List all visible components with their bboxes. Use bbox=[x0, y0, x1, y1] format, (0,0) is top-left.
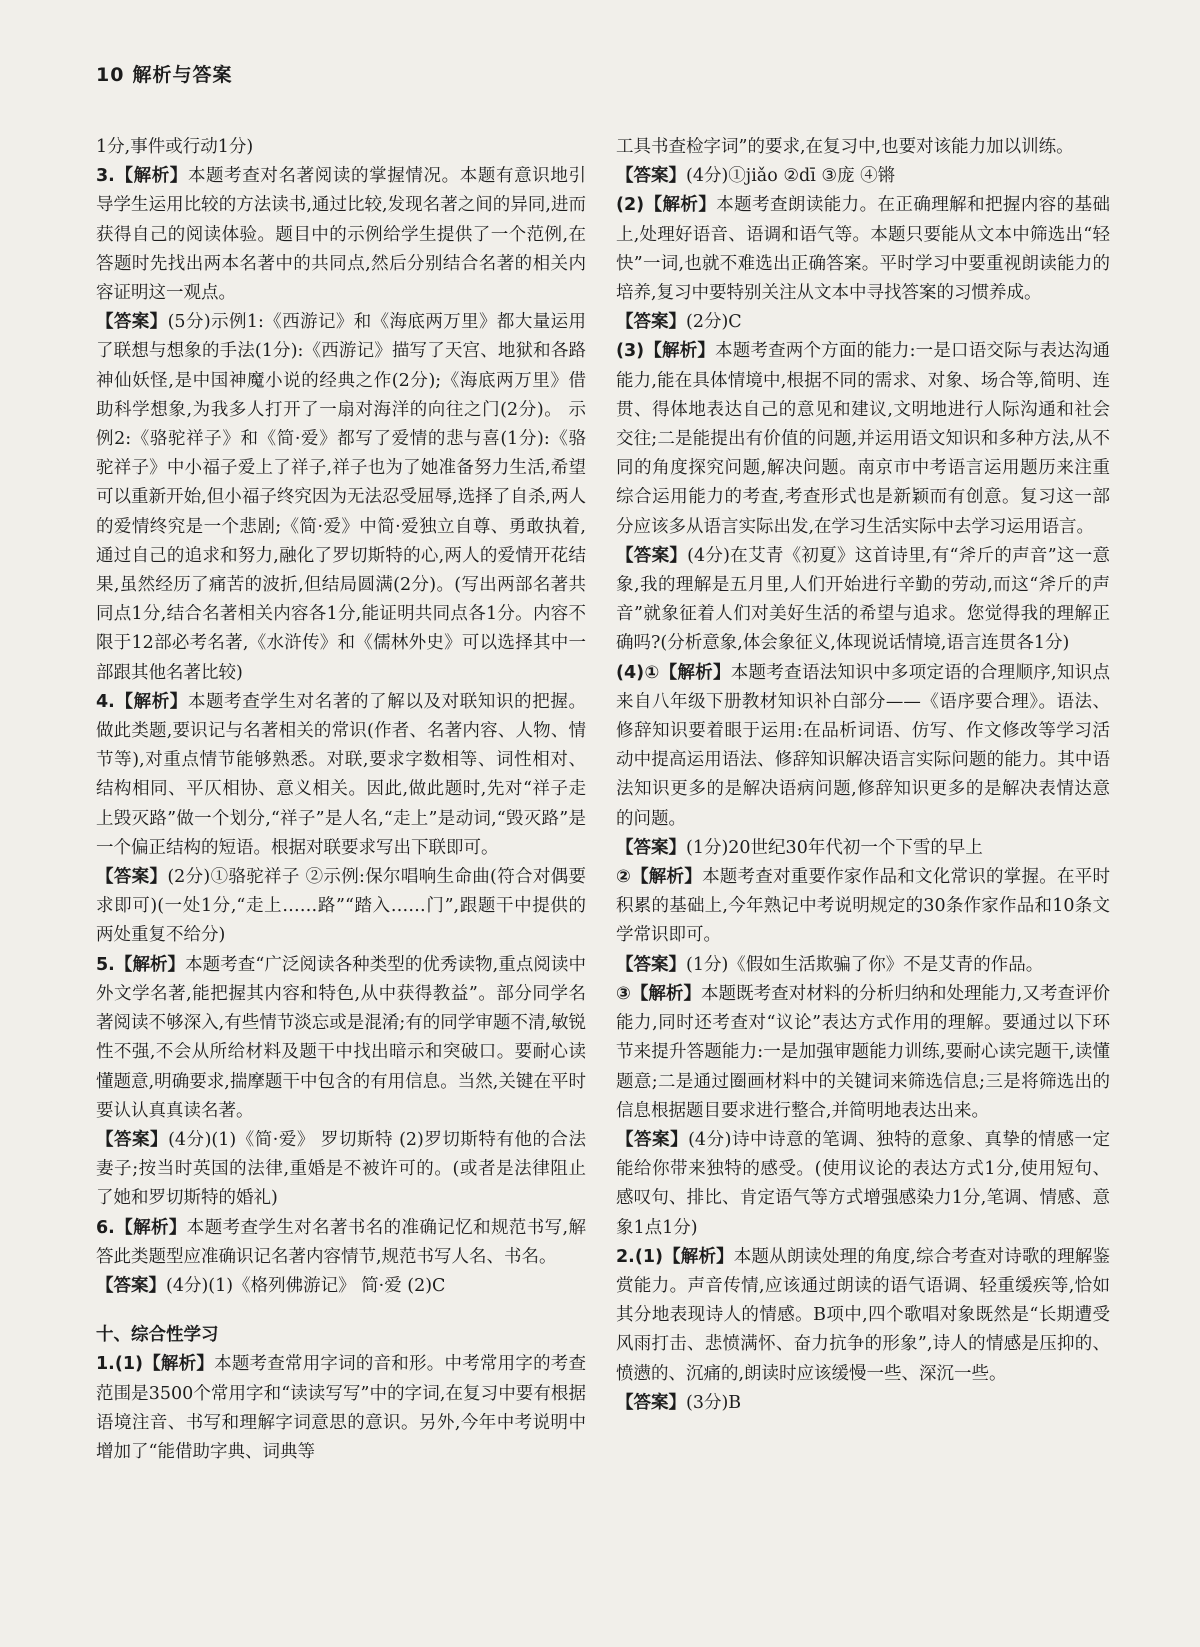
paragraph-label: 6.【解析】 bbox=[96, 1217, 187, 1238]
paragraph bbox=[616, 308, 1110, 337]
paragraph-text: (2分)①骆驼祥子 ②示例:保尔唱响生命曲(符合对偶要求即可)(一处1分,“走上……路”“踏入……门”,跟题干中提供的两处重复不给分) bbox=[96, 867, 587, 946]
paragraph bbox=[616, 1126, 1110, 1243]
paragraph-label: ③【解析】 bbox=[616, 983, 702, 1004]
paragraph-label: (3)【解析】 bbox=[616, 341, 716, 362]
paragraph-label: 【答案】 bbox=[616, 545, 688, 566]
paragraph-text: 本题考查两个方面的能力:一是口语交际与表达沟通能力,能在具体情境中,根据不同的需求、对象、场合等,简明、连贯、得体地表达自己的意见和建议,文明地进行人际沟通和社会交往;二是能提出有价值的问题,并运用语文知识和多种方法,从不同的角度探究问题,解决问题。南京市中考语言运用题历来注重综合运用能力的考查,考查形式也是新颖而有创意。复习这一部分应该多从语言实际出发,在学习生活实际中去学习运用语言。 bbox=[616, 341, 1110, 537]
paragraph-text: 本题考查常用字词的音和形。中考常用字的考查范围是3500个常用字和“读读写写”中的字词,在复习中要有根据语境注音、书写和理解字词意思的意识。另外,今年中考说明中增加了“能借助字典、词典等 bbox=[96, 1354, 587, 1462]
paragraph bbox=[96, 1350, 586, 1467]
paragraph-text: (2分)C bbox=[686, 312, 742, 333]
right-column bbox=[616, 133, 1110, 1418]
paragraph bbox=[96, 1272, 586, 1301]
paragraph-text: (4分)(1)《简·爱》 罗切斯特 (2)罗切斯特有他的合法妻子;按当时英国的法律,重婚是不被许可的。(或者是法律阻止了她和罗切斯特的婚礼) bbox=[96, 1129, 587, 1209]
page-title: 解析与答案 bbox=[132, 64, 233, 86]
paragraph-label: 【答案】 bbox=[96, 1275, 166, 1296]
paragraph bbox=[616, 834, 1110, 863]
paragraph bbox=[616, 659, 1110, 834]
paragraph-text: 本题考查学生对名著的了解以及对联知识的把握。做此类题,要识记与名著相关的常识(作者、名著内容、人物、情节等),对重点情节能够熟悉。对联,要求字数相等、词性相对、结构相同、平仄相协、意义相关。因此,做此题时,先对“祥子走上毁灭路”做一个划分,“祥子”是人名,“走上”是动词,“毁灭路”是一个偏正结构的短语。根据对联要求写出下联即可。 bbox=[96, 691, 586, 858]
paragraph-text: (3分)B bbox=[686, 1392, 742, 1413]
paragraph-label: 【答案】 bbox=[616, 837, 686, 858]
paragraph bbox=[616, 951, 1110, 980]
paragraph-label: 【答案】 bbox=[616, 312, 686, 333]
paragraph bbox=[616, 542, 1110, 659]
paragraph-label: 【答案】 bbox=[616, 1392, 686, 1413]
paragraph bbox=[616, 863, 1110, 951]
paragraph-label: 【答案】 bbox=[616, 1129, 689, 1150]
paragraph-text: (4分)在艾青《初夏》这首诗里,有“斧斤的声音”这一意象,我的理解是五月里,人们开始进行辛勤的劳动,而这“斧斤的声音”就象征着人们对美好生活的希望与追求。您觉得我的理解正确吗?(分析意象,体会象征义,体现说话情境,语言连贯各1分) bbox=[616, 545, 1110, 654]
paragraph-text: 本题考查朗读能力。在正确理解和把握内容的基础上,处理好语音、语调和语气等。本题只要能从文本中筛选出“轻快”一词,也就不难选出正确答案。平时学习中要重视朗读能力的培养,复习中要特别关注从文本中寻找答案的习惯养成。 bbox=[616, 195, 1110, 304]
paragraph-text: (5分)示例1:《西游记》和《海底两万里》都大量运用了联想与想象的手法(1分):《西游记》描写了天宫、地狱和各路神仙妖怪,是中国神魔小说的经典之作(2分);《海底两万里》借助科学想象,为我多人打开了一扇对海洋的向往之门(2分)。 示例2:《骆驼祥子》和《简·爱》都写了爱情的悲与喜(1分):《骆驼祥子》中小福子爱上了祥子,祥子也为了她准备努力生活,希望可以重新开始,但小福子终究因为无法忍受屈辱,选择了自杀,两人的爱情终究是一个悲剧;《简·爱》中简·爱独立自尊、勇敢执着,通过自己的追求和努力,融化了罗切斯特的心,两人的爱情开花结果,虽然经历了痛苦的波折,但结局圆满(2分)。(写出两部名著共同点1分,结合名著相关内容各1分,能证明共同点各1分。内容不限于12部必考名著,《水浒传》和《儒林外史》可以选择其中一部跟其他名著比较) bbox=[96, 312, 587, 683]
paragraph-label: 【答案】 bbox=[96, 1129, 169, 1150]
paragraph-label: 2.(1)【解析】 bbox=[616, 1246, 734, 1267]
page-header bbox=[96, 60, 232, 87]
paragraph bbox=[616, 191, 1110, 308]
paragraph-label: 【答案】 bbox=[96, 312, 168, 333]
paragraph bbox=[96, 1214, 586, 1272]
section-title: 十、综合性学习 bbox=[96, 1325, 219, 1346]
paragraph-label: 4.【解析】 bbox=[96, 691, 188, 712]
paragraph-label: ②【解析】 bbox=[616, 867, 703, 888]
paragraph bbox=[96, 951, 586, 1126]
paragraph-label: 【答案】 bbox=[616, 166, 686, 187]
paragraph-text: 1分,事件或行动1分) bbox=[96, 137, 254, 157]
left-column bbox=[96, 133, 586, 1467]
paragraph bbox=[616, 1389, 1110, 1418]
paragraph bbox=[616, 1243, 1110, 1389]
paragraph-label: 【答案】 bbox=[616, 954, 686, 975]
paragraph-text: 本题考查对名著阅读的掌握情况。本题有意识地引导学生运用比较的方法读书,通过比较,发现名著之间的异同,进而获得自己的阅读体验。题目中的示例给学生提供了一个范例,在答题时先找出两本名著中的共同点,然后分别结合名著的相关内容证明这一观点。 bbox=[96, 166, 586, 304]
paragraph bbox=[616, 162, 1110, 191]
paragraph bbox=[96, 162, 586, 308]
paragraph-text: (1分)20世纪30年代初一个下雪的早上 bbox=[686, 837, 983, 858]
paragraph bbox=[96, 863, 586, 951]
paragraph bbox=[616, 980, 1110, 1126]
paragraph-text: 本题考查“广泛阅读各种类型的优秀读物,重点阅读中外文学名著,能把握其内容和特色,从中获得教益”。部分同学名著阅读不够深入,有些情节淡忘或是混淆;有的同学审题不清,敏锐性不强,不会从所给材料及题干中找出暗示和突破口。要耐心读懂题意,明确要求,揣摩题干中包含的有用信息。当然,关键在平时要认认真真读名著。 bbox=[96, 954, 586, 1121]
paragraph-text: 本题考查对重要作家作品和文化常识的掌握。在平时积累的基础上,今年熟记中考说明规定的30条作家作品和10条文学常识即可。 bbox=[616, 867, 1110, 946]
paragraph bbox=[96, 1126, 586, 1214]
paragraph-text: (1分)《假如生活欺骗了你》不是艾青的作品。 bbox=[686, 954, 1044, 975]
paragraph-label: 1.(1)【解析】 bbox=[96, 1354, 215, 1375]
paragraph bbox=[616, 133, 1110, 162]
paragraph bbox=[96, 133, 586, 162]
paragraph-label: 5.【解析】 bbox=[96, 954, 186, 975]
paragraph-text: (4分)诗中诗意的笔调、独特的意象、真挚的情感一定能给你带来独特的感受。(使用议论的表达方式1分,使用短句、感叹句、排比、肯定语气等方式增强感染力1分,笔调、情感、意象1点1分) bbox=[616, 1129, 1110, 1238]
page-number: 10 bbox=[96, 64, 125, 86]
paragraph bbox=[616, 337, 1110, 541]
paragraph-text: 本题考查语法知识中多项定语的合理顺序,知识点来自八年级下册教材知识补白部分——《语序要合理》。语法、修辞知识要着眼于运用:在品析词语、仿写、作文修改等学习活动中提高运用语法、修辞知识解决语言实际问题的能力。其中语法知识更多的是解决语病问题,修辞知识更多的是解决表情达意的问题。 bbox=[616, 662, 1111, 829]
paragraph-text: (4分)(1)《格列佛游记》 简·爱 (2)C bbox=[166, 1275, 446, 1296]
paragraph bbox=[96, 308, 586, 688]
paragraph-text: 本题从朗读处理的角度,综合考查对诗歌的理解鉴赏能力。声音传情,应该通过朗读的语气语调、轻重缓疾等,恰如其分地表现诗人的情感。B项中,四个歌唱对象既然是“长期遭受风雨打击、悲愤满怀、奋力抗争的形象”,诗人的情感是压抑的、愤懑的、沉痛的,朗读时应该缓慢一些、深沉一些。 bbox=[616, 1246, 1111, 1384]
paragraph-text: (4分)①jiǎo ②dī ③庞 ④锵 bbox=[686, 166, 896, 187]
paragraph-label: (2)【解析】 bbox=[616, 195, 717, 216]
paragraph-text: 本题既考查对材料的分析归纳和处理能力,又考查评价能力,同时还考查对“议论”表达方式作用的理解。要通过以下环节来提升答题能力:一是加强审题能力训练,要耐心读完题干,读懂题意;二是通过圈画材料中的关键词来筛选信息;三是将筛选出的信息根据题目要求进行整合,并简明地表达出来。 bbox=[616, 983, 1110, 1121]
paragraph-text: 工具书查检字词”的要求,在复习中,也要对该能力加以训练。 bbox=[616, 137, 1074, 157]
paragraph-label: (4)①【解析】 bbox=[616, 662, 731, 683]
paragraph-label: 【答案】 bbox=[96, 867, 168, 888]
paragraph bbox=[96, 688, 586, 863]
paragraph-label: 3.【解析】 bbox=[96, 166, 188, 187]
paragraph-text: 本题考查学生对名著书名的准确记忆和规范书写,解答此类题型应准确识记名著内容情节,规范书写人名、书名。 bbox=[96, 1217, 587, 1267]
